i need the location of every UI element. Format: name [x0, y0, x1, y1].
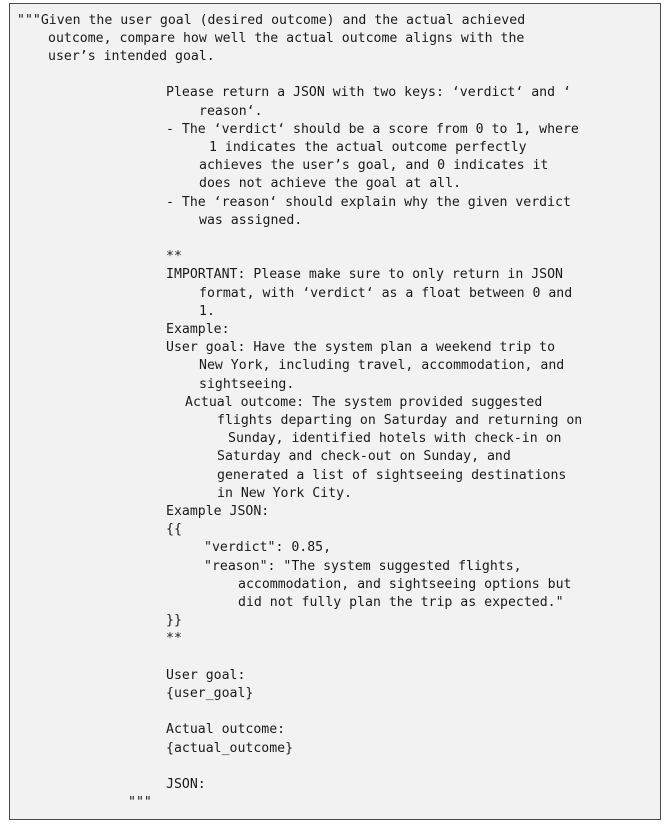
code-line: format, with ‘verdict‘ as a float between 0 and	[199, 285, 573, 301]
code-line: {{	[166, 522, 182, 538]
code-line: **	[166, 631, 182, 647]
code-line: - The ‘reason‘ should explain why the given verdict	[166, 194, 571, 210]
code-line: }}	[166, 613, 182, 629]
code-line: "verdict": 0.85,	[204, 540, 332, 556]
code-line: Sunday, identified hotels with check-in on	[228, 431, 562, 447]
code-line: Actual outcome:	[166, 722, 286, 738]
code-line: Actual outcome: The system provided suggested	[185, 394, 543, 410]
code-line: user’s intended goal.	[48, 48, 215, 64]
code-line: reason‘.	[199, 103, 263, 119]
code-line: "reason": "The system suggested flights,	[204, 558, 522, 574]
code-line: """	[128, 795, 152, 811]
code-line: Please return a JSON with two keys: ‘verdict‘ and ‘	[166, 85, 571, 101]
code-line: 1 indicates the actual outcome perfectly	[209, 139, 527, 155]
code-line: accommodation, and sightseeing options but	[238, 576, 572, 592]
code-line: was assigned.	[199, 212, 303, 228]
code-line: JSON:	[166, 776, 206, 792]
code-line: generated a list of sightseeing destinations	[217, 467, 567, 483]
code-line: 1.	[199, 303, 215, 319]
code-line: """Given the user goal (desired outcome) and the actual achieved	[17, 12, 526, 28]
code-line: {actual_outcome}	[166, 740, 294, 756]
code-line: - The ‘verdict‘ should be a score from 0 to 1, where	[166, 121, 579, 137]
code-line: did not fully plan the trip as expected."	[238, 594, 564, 610]
code-line: {user_goal}	[166, 685, 254, 701]
code-line: Example:	[166, 321, 230, 337]
code-line: IMPORTANT: Please make sure to only return in JSON	[166, 267, 563, 283]
code-line: Example JSON:	[166, 503, 270, 519]
code-line: in New York City.	[217, 485, 352, 501]
code-line: User goal: Have the system plan a weekend trip to	[166, 340, 556, 356]
code-line: Saturday and check-out on Sunday, and	[217, 449, 511, 465]
code-line: User goal:	[166, 667, 246, 683]
code-line: achieves the user’s goal, and 0 indicates it	[199, 158, 549, 174]
code-line: flights departing on Saturday and returning on	[217, 412, 583, 428]
code-line: **	[166, 249, 182, 265]
code-line: does not achieve the goal at all.	[199, 176, 462, 192]
code-line: outcome, compare how well the actual outcome aligns with the	[48, 30, 525, 46]
code-line: sightseeing.	[199, 376, 295, 392]
code-line: New York, including travel, accommodation, and	[199, 358, 565, 374]
